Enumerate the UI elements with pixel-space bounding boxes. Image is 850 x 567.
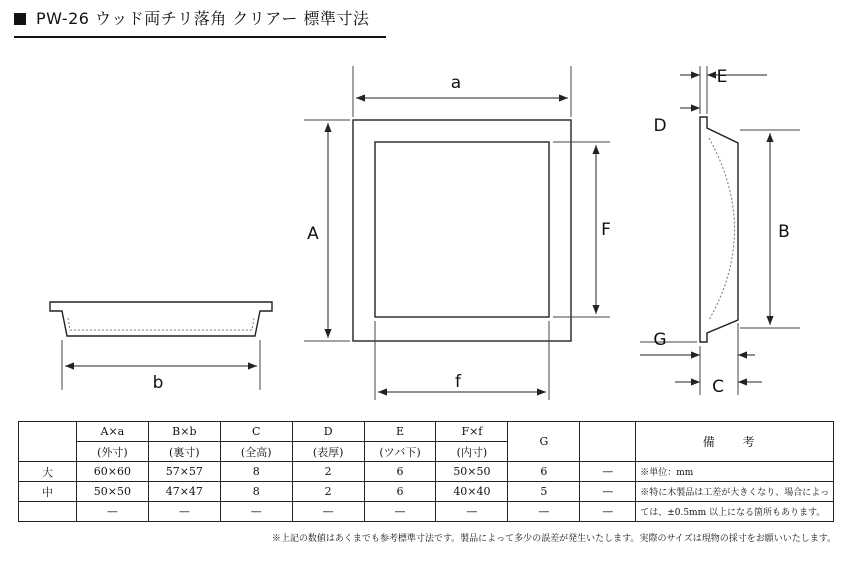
header-Bb-sub: (裏寸) [148, 442, 220, 462]
header-Ff: F×f [436, 422, 508, 442]
cell: — [220, 502, 292, 522]
cell: — [580, 482, 636, 502]
row-label: 中 [19, 482, 77, 502]
cell: — [148, 502, 220, 522]
cell: — [292, 502, 364, 522]
cell: 2 [292, 482, 364, 502]
remark-note-2: ては、±0.5mm 以上になる箇所もあります。 [636, 502, 834, 522]
cell: 40×40 [436, 482, 508, 502]
header-blank [19, 422, 77, 462]
cell: — [580, 462, 636, 482]
footnote: ※上記の数値はあくまでも参考標準寸法です。製品によって多少の誤差が発生いたします。実際のサイズは現物の採寸をお願いいたします。 [271, 534, 836, 544]
header-Aa: A×a [76, 422, 148, 442]
header-C: C [220, 422, 292, 442]
header-Bb: B×b [148, 422, 220, 442]
spec-table [18, 421, 834, 522]
header-Aa-sub: (外寸) [76, 442, 148, 462]
header-C-sub: (全高) [220, 442, 292, 462]
cell: 6 [364, 462, 436, 482]
header-G: G [508, 422, 580, 462]
cell: — [76, 502, 148, 522]
cell: — [364, 502, 436, 522]
front-view [304, 66, 610, 400]
row-label [19, 502, 77, 522]
header-row-1 [19, 422, 834, 442]
cell: 6 [364, 482, 436, 502]
header-Ff-sub: (内寸) [436, 442, 508, 462]
remark-note-1: ※特に木製品は工差が大きくなり、場合によっ [636, 482, 834, 502]
label-D: D [653, 116, 667, 136]
remark-unit: ※単位：mm [636, 462, 834, 482]
header-remarks: 備 考 [636, 422, 834, 462]
cell: 6 [508, 462, 580, 482]
row-label: 大 [19, 462, 77, 482]
label-a: a [450, 73, 462, 93]
label-A: A [307, 224, 319, 244]
title-text: PW-26 ウッド両チリ落角 クリアー 標準寸法 [36, 9, 370, 28]
cell: 60×60 [76, 462, 148, 482]
table-row [19, 462, 834, 482]
cell: 8 [220, 462, 292, 482]
cell: — [508, 502, 580, 522]
cell: — [580, 502, 636, 522]
cell: 50×50 [76, 482, 148, 502]
table-row [19, 482, 834, 502]
label-C: C [712, 377, 724, 397]
label-F: F [601, 220, 611, 240]
label-b: b [152, 373, 164, 393]
cell: 57×57 [148, 462, 220, 482]
cell: 50×50 [436, 462, 508, 482]
label-B: B [778, 222, 790, 242]
table-row [19, 502, 834, 522]
header-D: D [292, 422, 364, 442]
header-E: E [364, 422, 436, 442]
cell: 47×47 [148, 482, 220, 502]
header-extra [580, 422, 636, 462]
cell: 8 [220, 482, 292, 502]
header-E-sub: (ツバ下) [364, 442, 436, 462]
cell: — [436, 502, 508, 522]
label-f: f [455, 372, 461, 392]
cell: 2 [292, 462, 364, 482]
label-E: E [716, 67, 728, 87]
label-G: G [653, 330, 667, 350]
header-D-sub: (表厚) [292, 442, 364, 462]
cell: 5 [508, 482, 580, 502]
